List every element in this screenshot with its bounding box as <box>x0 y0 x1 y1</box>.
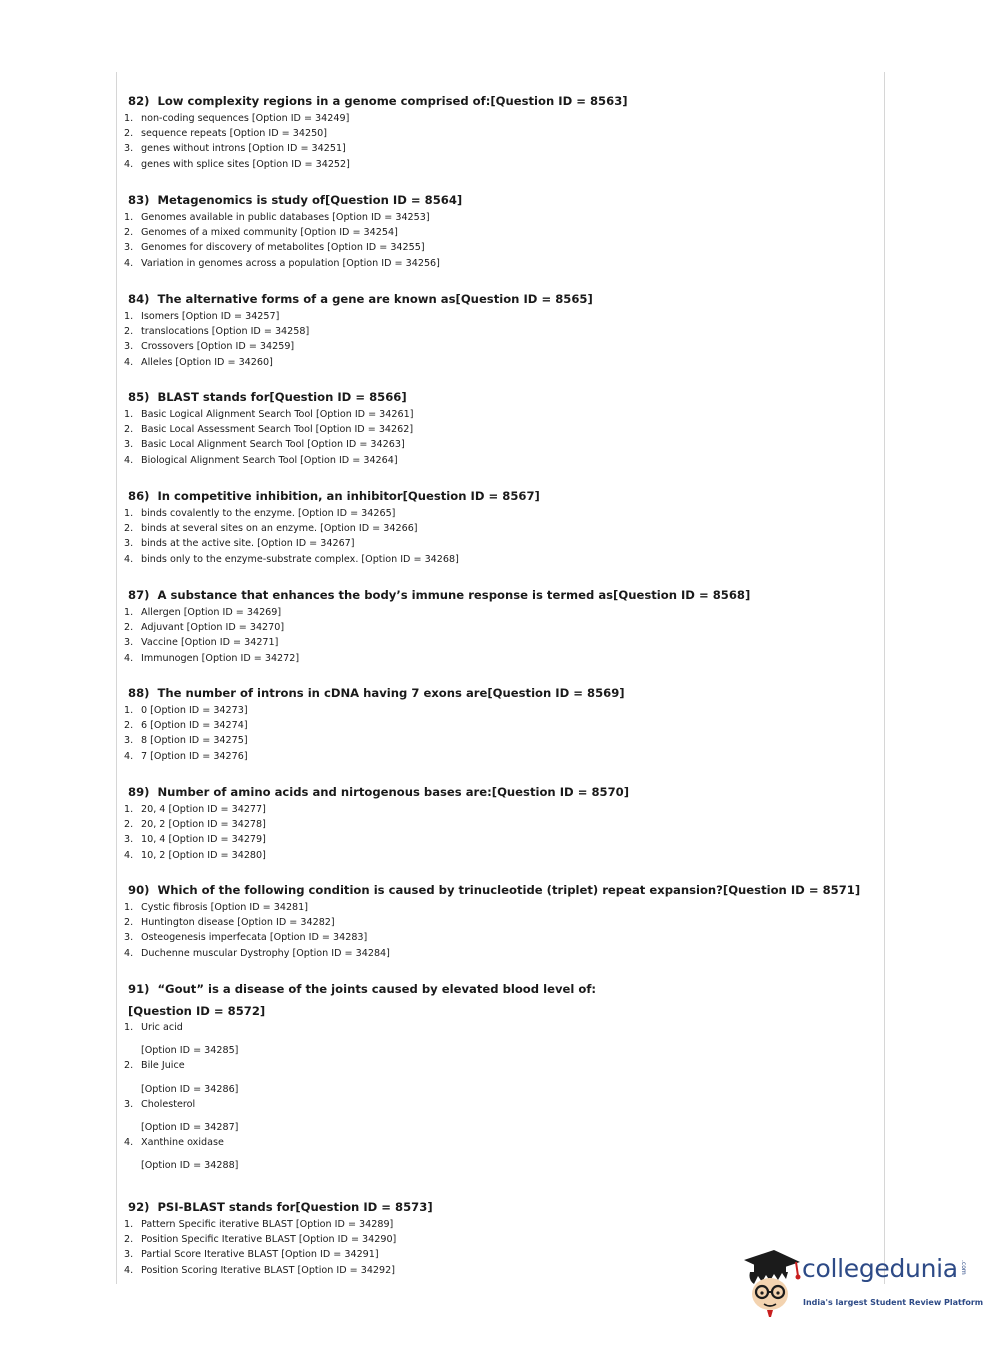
logo-suffix: .com <box>960 1260 967 1275</box>
option-item <box>124 749 864 764</box>
text: Partial Score Iterative BLAST [Option ID = 34291] <box>141 1249 379 1261</box>
question-number: 90) <box>128 883 150 897</box>
option-number: 1. <box>124 508 134 519</box>
option-number: 4. <box>124 553 134 565</box>
option-number: 2. <box>124 128 134 140</box>
option-list <box>124 605 864 666</box>
text: Position Specific Iterative BLAST [Option ID = 34290] <box>141 1234 397 1246</box>
question-title <box>128 883 864 897</box>
option-number: 2. <box>124 424 134 436</box>
text: A substance that enhances the body’s immune response is termed as[Question ID = 8568] <box>157 588 751 602</box>
text: Allergen [Option ID = 34269] <box>141 607 282 618</box>
question-88 <box>124 686 864 764</box>
question-85 <box>124 390 864 468</box>
text: 20, 4 [Option ID = 34277] <box>141 804 266 815</box>
text: Genomes for discovery of metabolites [Option ID = 34255] <box>141 242 425 254</box>
question-title <box>128 785 864 799</box>
question-number: 91) <box>128 982 150 996</box>
text: 6 [Option ID = 34274] <box>141 720 248 732</box>
option-item <box>124 437 864 452</box>
question-number: 89) <box>128 785 150 799</box>
option-item <box>124 453 864 468</box>
text: Biological Alignment Search Tool [Option ID = 34264] <box>141 454 398 466</box>
text: Which of the following condition is caused by trinucleotide (triplet) repeat expansion?[Question ID = 8571] <box>157 883 861 897</box>
option-list <box>124 900 864 961</box>
question-title <box>128 94 864 108</box>
option-number: 1. <box>124 409 134 420</box>
question-84 <box>124 292 864 370</box>
option-number: 4. <box>124 1264 134 1276</box>
text: Basic Local Assessment Search Tool [Option ID = 34262] <box>141 424 414 436</box>
page-left-rule <box>116 72 117 1284</box>
option-item <box>124 422 864 437</box>
option-number: 1. <box>124 1022 134 1033</box>
text: genes without introns [Option ID = 34251] <box>141 143 346 155</box>
collegedunia-logo[interactable] <box>740 1246 984 1318</box>
option-id: [Option ID = 34288] <box>141 1160 239 1172</box>
option-number: 4. <box>124 750 134 762</box>
option-list <box>124 210 864 271</box>
logo-wordmark: collegedunia <box>802 1254 958 1283</box>
text: Duchenne muscular Dystrophy [Option ID = 34284] <box>141 947 390 959</box>
text: 8 [Option ID = 34275] <box>141 735 248 747</box>
text: Alleles [Option ID = 34260] <box>141 356 273 368</box>
option-item <box>124 339 864 354</box>
option-item <box>124 240 864 255</box>
option-number: 4. <box>124 652 134 664</box>
text: Huntington disease [Option ID = 34282] <box>141 917 335 929</box>
option-item <box>124 1020 864 1058</box>
text: non-coding sequences [Option ID = 34249] <box>141 113 350 124</box>
text: Vaccine [Option ID = 34271] <box>141 637 279 649</box>
text: In competitive inhibition, an inhibitor[Question ID = 8567] <box>157 489 540 503</box>
option-number: 2. <box>124 720 134 732</box>
question-number: 86) <box>128 489 150 503</box>
option-item <box>124 521 864 536</box>
question-title <box>128 686 864 700</box>
option-item <box>124 848 864 863</box>
option-item <box>124 832 864 847</box>
option-number: 3. <box>124 143 134 155</box>
option-item <box>124 552 864 567</box>
option-number: 2. <box>124 326 134 338</box>
question-title <box>128 489 864 503</box>
text: Genomes available in public databases [Option ID = 34253] <box>141 212 430 223</box>
text: Bile Juice <box>141 1060 185 1072</box>
option-number: 2. <box>124 622 134 634</box>
option-number: 2. <box>124 1234 134 1246</box>
option-item <box>124 930 864 945</box>
text: 20, 2 [Option ID = 34278] <box>141 819 266 831</box>
text: Basic Logical Alignment Search Tool [Option ID = 34261] <box>141 409 414 420</box>
option-number: 3. <box>124 932 134 944</box>
option-item <box>124 802 864 817</box>
option-number: 2. <box>124 1060 134 1072</box>
text: sequence repeats [Option ID = 34250] <box>141 128 328 140</box>
option-item <box>124 157 864 172</box>
text: binds at the active site. [Option ID = 34267] <box>141 538 355 550</box>
page-right-rule <box>884 72 885 1284</box>
option-number: 3. <box>124 637 134 649</box>
option-item <box>124 1058 864 1096</box>
option-number: 1. <box>124 705 134 716</box>
text: Uric acid <box>141 1022 183 1033</box>
option-number: 4. <box>124 158 134 170</box>
option-list <box>124 407 864 468</box>
option-number: 1. <box>124 311 134 322</box>
option-number: 3. <box>124 834 134 846</box>
question-90 <box>124 883 864 961</box>
option-number: 2. <box>124 227 134 239</box>
question-number: 85) <box>128 390 150 404</box>
option-item <box>124 817 864 832</box>
text: Position Scoring Iterative BLAST [Option ID = 34292] <box>141 1264 395 1276</box>
option-item <box>124 355 864 370</box>
option-item <box>124 407 864 422</box>
question-title <box>128 193 864 207</box>
question-number: 87) <box>128 588 150 602</box>
text: Crossovers [Option ID = 34259] <box>141 341 295 353</box>
text: Isomers [Option ID = 34257] <box>141 311 280 322</box>
option-item <box>124 111 864 126</box>
text: Cholesterol <box>141 1098 196 1110</box>
text: Variation in genomes across a population [Option ID = 34256] <box>141 257 440 269</box>
option-number: 4. <box>124 257 134 269</box>
text: “Gout” is a disease of the joints caused by elevated blood level of: <box>157 982 597 996</box>
option-number: 1. <box>124 804 134 815</box>
option-number: 1. <box>124 902 134 913</box>
option-id: [Option ID = 34285] <box>141 1045 239 1057</box>
text: translocations [Option ID = 34258] <box>141 326 310 338</box>
option-number: 3. <box>124 1249 134 1261</box>
text: Low complexity regions in a genome comprised of:[Question ID = 8563] <box>157 94 628 108</box>
text: 10, 4 [Option ID = 34279] <box>141 834 266 846</box>
option-item <box>124 1097 864 1135</box>
text: Basic Local Alignment Search Tool [Option ID = 34263] <box>141 439 405 451</box>
option-item <box>124 900 864 915</box>
question-83 <box>124 193 864 271</box>
option-item <box>124 651 864 666</box>
option-number: 2. <box>124 523 134 535</box>
question-number: 82) <box>128 94 150 108</box>
option-number: 4. <box>124 947 134 959</box>
option-item <box>124 324 864 339</box>
option-item <box>124 635 864 650</box>
text: Immunogen [Option ID = 34272] <box>141 652 300 664</box>
question-86 <box>124 489 864 567</box>
text: BLAST stands for[Question ID = 8566] <box>157 390 407 404</box>
text: binds at several sites on an enzyme. [Option ID = 34266] <box>141 523 418 535</box>
text: Cystic fibrosis [Option ID = 34281] <box>141 902 309 913</box>
option-number: 4. <box>124 849 134 861</box>
option-item <box>124 141 864 156</box>
option-number: 4. <box>124 454 134 466</box>
question-number: 88) <box>128 686 150 700</box>
option-item <box>124 733 864 748</box>
option-item <box>124 1217 864 1232</box>
option-item <box>124 946 864 961</box>
option-number: 1. <box>124 607 134 618</box>
logo-tagline: India's largest Student Review Platform <box>803 1298 984 1307</box>
text: 7 [Option ID = 34276] <box>141 750 248 762</box>
option-list <box>124 703 864 764</box>
option-number: 1. <box>124 113 134 124</box>
option-item <box>124 915 864 930</box>
option-item <box>124 605 864 620</box>
question-title <box>128 390 864 404</box>
option-number: 3. <box>124 439 134 451</box>
text: 10, 2 [Option ID = 34280] <box>141 849 266 861</box>
question-91 <box>124 982 864 1174</box>
option-number: 3. <box>124 1098 134 1110</box>
text: Xanthine oxidase <box>141 1137 224 1149</box>
option-item <box>124 620 864 635</box>
question-title <box>128 588 864 602</box>
option-list <box>124 1020 864 1174</box>
option-number: 2. <box>124 819 134 831</box>
text: Osteogenesis imperfecata [Option ID = 34283] <box>141 932 368 944</box>
text: genes with splice sites [Option ID = 34252] <box>141 158 350 170</box>
option-list <box>124 111 864 172</box>
text: The number of introns in cDNA having 7 exons are[Question ID = 8569] <box>157 686 625 700</box>
option-item <box>124 536 864 551</box>
option-number: 3. <box>124 538 134 550</box>
question-89 <box>124 785 864 863</box>
text: PSI-BLAST stands for[Question ID = 8573] <box>157 1200 433 1214</box>
text: Pattern Specific iterative BLAST [Option ID = 34289] <box>141 1219 394 1230</box>
text: binds only to the enzyme-substrate complex. [Option ID = 34268] <box>141 553 459 565</box>
text: Number of amino acids and nirtogenous bases are:[Question ID = 8570] <box>157 785 630 799</box>
question-number: 92) <box>128 1200 150 1214</box>
option-number: 3. <box>124 735 134 747</box>
option-item <box>124 309 864 324</box>
question-title <box>128 292 864 306</box>
option-item <box>124 1135 864 1173</box>
option-list <box>124 802 864 863</box>
text: 0 [Option ID = 34273] <box>141 705 248 716</box>
student-mascot-icon <box>740 1246 802 1318</box>
option-list <box>124 309 864 370</box>
question-82 <box>124 94 864 172</box>
option-number: 3. <box>124 341 134 353</box>
option-item <box>124 256 864 271</box>
option-number: 3. <box>124 242 134 254</box>
option-number: 1. <box>124 1219 134 1230</box>
question-number: 83) <box>128 193 150 207</box>
text: Metagenomics is study of[Question ID = 8564] <box>157 193 463 207</box>
text: Genomes of a mixed community [Option ID = 34254] <box>141 227 398 239</box>
option-item <box>124 225 864 240</box>
option-id: [Option ID = 34286] <box>141 1083 239 1095</box>
option-item <box>124 506 864 521</box>
text: The alternative forms of a gene are known as[Question ID = 8565] <box>157 292 593 306</box>
option-number: 4. <box>124 356 134 368</box>
option-item <box>124 126 864 141</box>
option-item <box>124 210 864 225</box>
text: Adjuvant [Option ID = 34270] <box>141 622 285 634</box>
question-87 <box>124 588 864 666</box>
option-list <box>124 506 864 567</box>
option-item <box>124 718 864 733</box>
question-id: [Question ID = 8572] <box>128 1004 266 1018</box>
option-number: 1. <box>124 212 134 223</box>
option-id: [Option ID = 34287] <box>141 1122 239 1134</box>
question-title <box>128 1200 864 1214</box>
option-number: 2. <box>124 917 134 929</box>
text: binds covalently to the enzyme. [Option ID = 34265] <box>141 508 396 519</box>
option-item <box>124 703 864 718</box>
question-title <box>128 982 864 996</box>
option-number: 4. <box>124 1137 134 1149</box>
question-number: 84) <box>128 292 150 306</box>
